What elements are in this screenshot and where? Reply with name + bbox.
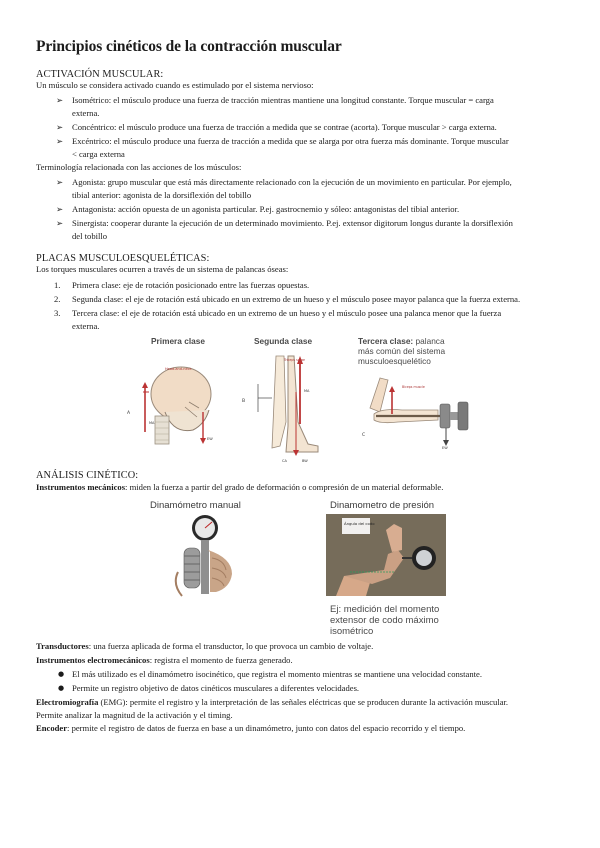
arrow-bullet-icon: ➢ <box>56 178 64 188</box>
figure-label-tercera: Tercera clase: palanca más común del sistema musculoesquelético <box>358 336 446 366</box>
bullet-antagonista: Antagonista: acción opuesta de un agonista particular. P.ej. gastrocnemio y sóleo: antagonistas del tibial anterior. <box>72 204 460 214</box>
figure-caption-dinamometro-manual: Dinamómetro manual <box>150 500 241 511</box>
item-primera-clase: Primera clase: eje de rotación posicionado entre las fuerzas opuestas. <box>72 280 310 290</box>
instrumentos-electromecanicos: Instrumentos electromecánicos: registra el momento de fuerza generado. <box>36 655 293 665</box>
electromiografia-line2: Permite analizar la magnitud de la activación y el timing. <box>36 710 233 720</box>
figure-small-label: MA <box>149 421 155 425</box>
item-segunda-clase: Segunda clase: el eje de rotación está ubicado en un extremo de un hueso y el músculo posee mayor palanca que la fuerza externa. <box>72 294 521 304</box>
bullet-sinergista: Sinergista: cooperar durante la ejecución de un determinado movimiento. P.ej. extensor digitorum longus durante la dorsiflexión del tobillo <box>72 218 513 242</box>
bullet-concentrico: Concéntrico: el músculo produce una fuerza de tracción a medida que se contrae (acorta). Torque muscular > carga externa. <box>72 122 497 132</box>
arm-lever-illustration <box>358 370 473 450</box>
instrumentos-mecanicos: Instrumentos mecánicos: miden la fuerza a partir del grado de deformación o compresión de un material deformable. <box>36 482 444 492</box>
figure-small-label: EW <box>442 446 448 450</box>
figure-small-label: EW <box>207 437 213 441</box>
figure-note-presion: Ej: medición del momento extensor de codo máximo isométrico <box>330 604 440 637</box>
skull-lever-illustration <box>115 352 225 452</box>
arrow-bullet-icon: ➢ <box>56 137 64 147</box>
list-number: 1. <box>54 280 61 290</box>
bullet-agonista: Agonista: grupo muscular que está más directamente relacionado con la ejecución de un movimiento en particular. Por ejemplo, tibial anterior: agonista de la dorsiflexión del tobillo <box>72 177 512 201</box>
hand-dynamometer-image <box>172 512 242 600</box>
figure-small-label: Triceps surae <box>284 358 305 362</box>
figure-small-label: CA <box>282 459 287 463</box>
figure-small-label: Biceps muscle <box>402 385 425 389</box>
figure-label-segunda: Segunda clase <box>254 336 313 346</box>
figure-caption-dinamometro-presion: Dinamometro de presión <box>330 500 435 511</box>
figure-small-label: Ángulo del codo <box>344 521 375 526</box>
arrow-bullet-icon: ➢ <box>56 219 64 229</box>
figure-small-label: B <box>242 399 246 404</box>
dot-bullet-icon: ● <box>58 684 65 692</box>
press-dynamometer-image <box>326 514 446 596</box>
placas-intro: Los torques musculares ocurren a través de un sistema de palancas óseas: <box>36 264 289 274</box>
leg-lever-illustration <box>232 352 332 464</box>
activacion-intro: Un músculo se considera activado cuando es estimulado por el sistema nervioso: <box>36 80 314 90</box>
figure-small-label: Head-and-neck <box>165 367 192 371</box>
list-number: 2. <box>54 294 61 304</box>
figure-small-label: C <box>362 433 366 438</box>
section-heading-analisis: ANÁLISIS CINÉTICO: <box>36 470 139 481</box>
item-tercera-clase: Tercera clase: el eje de rotación está ubicado en un extremo de un hueso y el músculo posee una palanca menor que la fuerza externa. <box>72 308 502 332</box>
figure-label-primera: Primera clase <box>151 336 205 346</box>
bullet-excentrico: Excéntrico: el músculo produce una fuerza de tracción a medida que se alarga por otra fuerza más dominante. Torque muscular < carga externa <box>72 136 509 160</box>
figure-small-label: MA <box>304 389 310 393</box>
figure-small-label: A <box>127 411 131 416</box>
arrow-bullet-icon: ➢ <box>56 205 64 215</box>
figure-small-label: BW <box>302 459 308 463</box>
terminologia-intro: Terminología relacionada con las acciones de los músculos: <box>36 162 242 172</box>
electro-bullet-1: El más utilizado es el dinamómetro isocinético, que registra el momento mientras se mantiene una velocidad constante. <box>72 669 482 679</box>
page-title: Principios cinéticos de la contracción muscular <box>36 38 342 55</box>
transductores: Transductores: una fuerza aplicada de forma el transductor, lo que provoca un cambio de voltaje. <box>36 641 374 651</box>
section-heading-placas: PLACAS MUSCULOESQUELÉTICAS: <box>36 253 210 264</box>
arrow-bullet-icon: ➢ <box>56 96 64 106</box>
bullet-isometrico: Isométrico: el músculo produce una fuerza de tracción mientras mantiene una longitud constante. Torque muscular = carga externa. <box>72 95 494 119</box>
arrow-bullet-icon: ➢ <box>56 123 64 133</box>
electro-bullet-2: Permite un registro objetivo de datos cinéticos musculares a diferentes velocidades. <box>72 683 360 693</box>
electromiografia: Electromiografía (EMG): permite el registro y la interpretación de las señales eléctricas que se producen durante la activación muscular. <box>36 697 509 707</box>
list-number: 3. <box>54 308 61 318</box>
dot-bullet-icon: ● <box>58 670 65 678</box>
encoder: Encoder: permite el registro de datos de fuerza en base a un dinamómetro, junto con datos del espacio recorrido y el tiempo. <box>36 723 466 733</box>
section-heading-activacion: ACTIVACIÓN MUSCULAR: <box>36 69 164 80</box>
